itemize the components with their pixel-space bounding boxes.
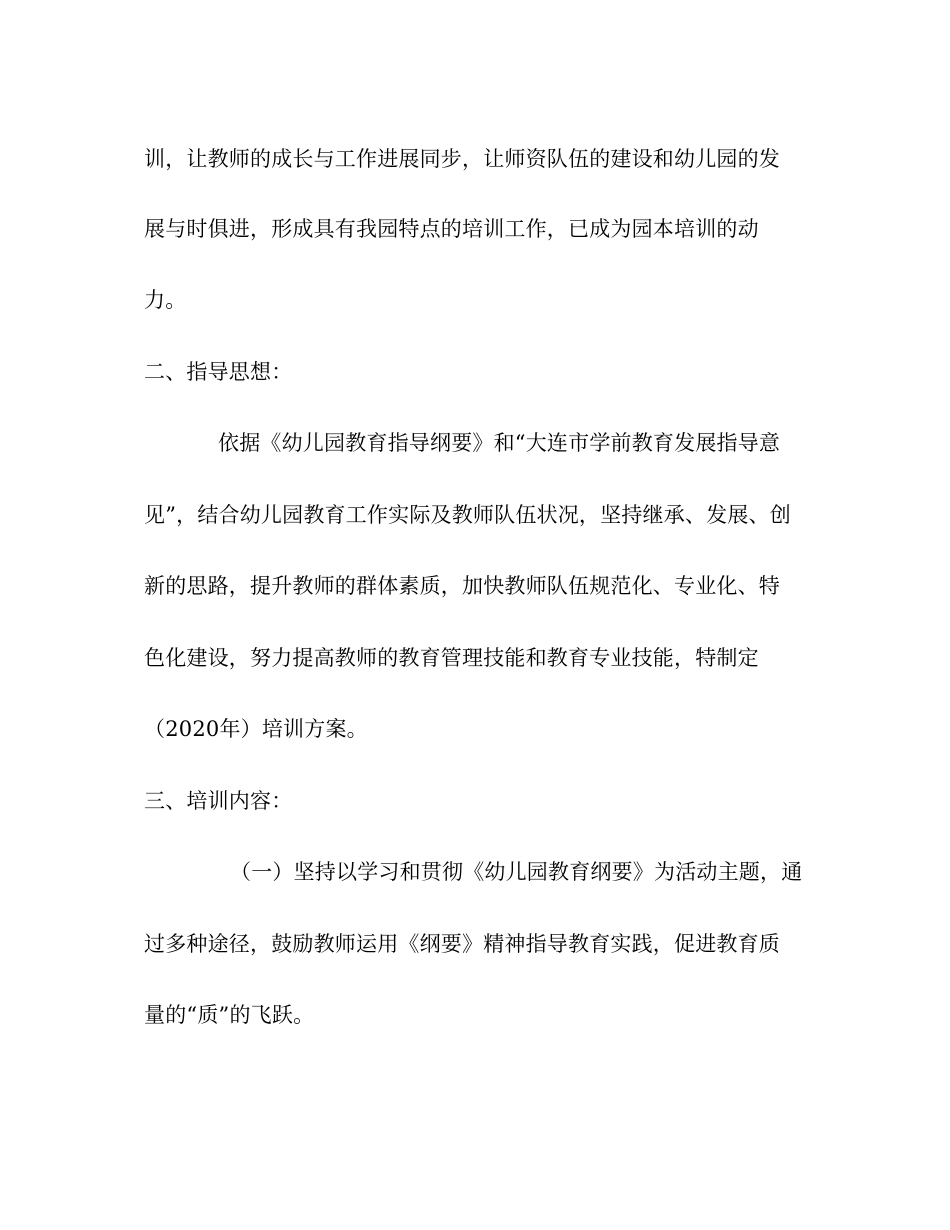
paragraph-line: 依据《幼儿园教育指导纲要》和“大连市学前教育发展指导意 <box>218 431 781 455</box>
paragraph-line: 新的思路，提升教师的群体素质，加快教师队伍规范化、专业化、特 <box>144 574 780 598</box>
paragraph-line: 展与时俱进，形成具有我园特点的培训工作，已成为园本培训的动 <box>144 217 759 241</box>
section-heading: 二、指导思想： <box>144 360 293 384</box>
paragraph-line: 量的“质”的飞跃。 <box>144 1003 315 1027</box>
paragraph-line: 训，让教师的成长与工作进展同步，让师资队伍的建设和幼儿园的发 <box>144 147 780 171</box>
paragraph-line: 力。 <box>144 288 187 312</box>
paragraph-line: 见”，结合幼儿园教育工作实际及教师队伍状况，坚持继承、发展、创 <box>144 503 791 527</box>
section-heading: 三、培训内容： <box>144 789 293 813</box>
paragraph-line: 色化建设，努力提高教师的教育管理技能和教育专业技能，特制定 <box>144 646 759 670</box>
paragraph-line: （一）坚持以学习和贯彻《幼儿园教育纲要》为活动主题，通 <box>230 860 803 884</box>
paragraph-line: （2020年）培训方案。 <box>144 717 368 741</box>
paragraph-line: 过多种途径，鼓励教师运用《纲要》精神指导教育实践，促进教育质 <box>144 932 780 956</box>
